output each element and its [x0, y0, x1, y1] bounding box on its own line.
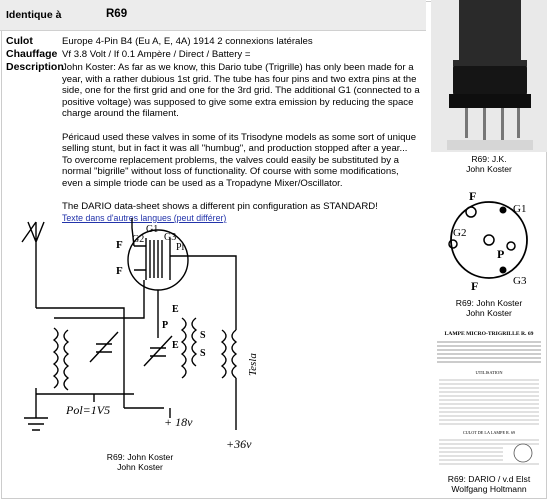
pin-label-f: F [471, 279, 479, 293]
description-text [62, 62, 420, 224]
schematic-diagram [4, 218, 282, 450]
description-label: Description [6, 61, 64, 73]
schematic-label-p: P [162, 320, 169, 331]
pin-label-g3: G3 [513, 275, 527, 287]
schematic-label-e: E [172, 340, 179, 351]
schematic-label-g2: G2 [132, 234, 145, 245]
pin-label-g1: G1 [513, 203, 527, 215]
header-value: R69 [106, 8, 128, 20]
schematic-caption: R69: John Koster John Koster [106, 452, 174, 472]
pinout-caption: R69: John Koster John Koster [455, 298, 523, 318]
schematic-label-g3: G3 [164, 232, 177, 243]
datasheet-subheading: CULOT DE LA LAMPE R. 69 [462, 430, 516, 435]
schematic-label-s: S [200, 330, 206, 341]
chauffage-value: Vf 3.8 Volt / If 0.1 Ampère / Direct / Battery = [62, 49, 251, 60]
schematic-label-g1: G1 [146, 224, 159, 235]
description-paragraph: The DARIO data-sheet shows a different pin configuration as STANDARD! [62, 201, 378, 213]
pinout-diagram[interactable] [431, 178, 547, 296]
schematic-label-pl: Pl [176, 242, 185, 253]
schematic-label-tesla: Tesla [247, 353, 259, 376]
header-label: Identique à [6, 9, 62, 21]
pin-label-f: F [469, 189, 477, 203]
photo-caption: R69: J.K. John Koster [466, 154, 512, 174]
schematic-label-f: F [116, 265, 123, 277]
schematic-label-e: E [172, 304, 179, 315]
datasheet-heading: UTILISATION [475, 370, 503, 375]
datasheet-scan[interactable] [433, 326, 545, 472]
other-languages-link[interactable]: Texte dans d'autres langues (peut différer) [62, 212, 227, 223]
header-row [0, 0, 426, 30]
pin-label-p: P [497, 247, 505, 261]
tube-photo[interactable] [431, 0, 547, 152]
chauffage-label: Chauffage [6, 48, 58, 60]
row-divider [0, 30, 426, 31]
image-column [431, 0, 547, 500]
schematic-label-18v: + 18v [164, 415, 193, 429]
schematic-label-36v: +36v [226, 437, 252, 450]
schematic-label-pol: Pol=1V5 [66, 403, 111, 417]
schematic-label-s: S [200, 348, 206, 359]
description-paragraph: Péricaud used these valves in some of its Trisodyne models as some sort of unique selling stunt, but in fact it was all "humbug", and production stopped after a year... To overcome replacement problems, the valves could easily be substituted by a normal "bigrille" without loss of functionality. Of course with some modifications, even a simple triode can be used as a Tropadyne Mixer/Oscillator. [62, 131, 417, 189]
culot-value: Europe 4-Pin B4 (Eu A, E, 4A) 1914 2 connexions latérales [62, 36, 313, 47]
schematic-label-f: F [116, 239, 123, 251]
description-paragraph: John Koster: As far as we know, this Dario tube (Trigrille) has only been made for a year, with a rather dubious 1st grid. The tube has four pins and two extra pins at the side, one for the first grid and one for the 3rd grid. The additional G1 (connected to a positive voltage) was supposed to give some extra emission by reducing the space charge around the filament. [62, 62, 420, 120]
culot-label: Culot [6, 35, 33, 47]
datasheet-caption: R69: DARIO / v.d Elst Wolfgang Holtmann [447, 474, 531, 494]
pin-label-g2: G2 [453, 227, 467, 239]
datasheet-title: LAMPE MICRO-TRIGRILLE R. 69 [444, 331, 534, 337]
